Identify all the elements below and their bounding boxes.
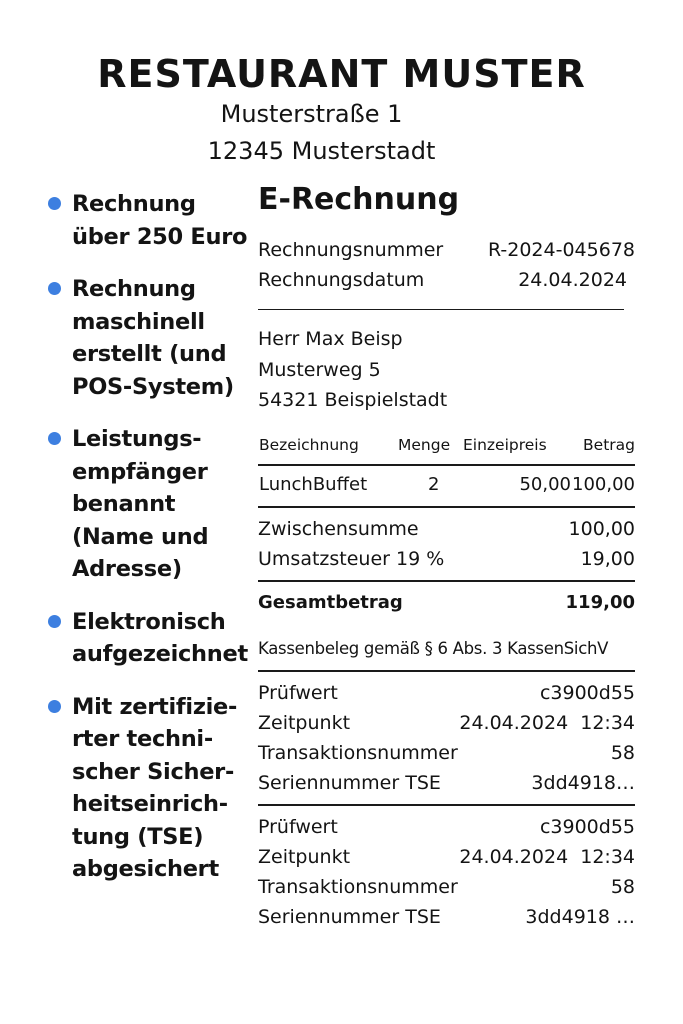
divider <box>258 506 635 508</box>
requirement-text: Rechnung über 250 Euro <box>72 191 248 250</box>
tse-check-label: Prüfwert <box>258 815 338 838</box>
col-unit-price-header: Einzeipreis <box>463 435 547 454</box>
invoice-heading: E-Rechnung <box>258 182 460 217</box>
bullet-dot-icon <box>48 700 61 713</box>
requirement-text: Mit zertifizie- rter techni- scher Sicher- heitseinrich- tung (TSE) abgesichert <box>72 693 238 882</box>
tse-time-value: 24.04.2024 12:34 <box>459 845 635 868</box>
tse-time-label: Zeitpunkt <box>258 845 351 868</box>
tax-value: 19,00 <box>580 547 635 570</box>
item-name: LunchBuffet <box>259 473 368 495</box>
tse-txn-row <box>258 738 635 768</box>
col-amount-header: Betrag <box>583 435 635 454</box>
items-table-header <box>258 430 635 460</box>
tse-serial-row <box>258 902 635 932</box>
total-row <box>258 588 635 618</box>
tse-time-row <box>258 842 635 872</box>
requirement-item <box>46 273 251 403</box>
restaurant-city: 12345 Musterstadt <box>207 137 436 165</box>
divider <box>258 309 624 310</box>
tse-time-value: 24.04.2024 12:34 <box>459 711 635 734</box>
subtotal-row <box>258 514 635 544</box>
tse-txn-label: Transaktionsnummer <box>258 741 458 764</box>
item-qty: 2 <box>428 473 440 495</box>
tse-check-row <box>258 678 635 708</box>
tse-check-row <box>258 812 635 842</box>
tse-time-row <box>258 708 635 738</box>
tse-serial-value: 3dd4918 … <box>525 905 635 928</box>
tse-txn-value: 58 <box>610 741 635 764</box>
requirement-text: Leistungs- empfänger benannt (Name und Adresse) <box>72 426 209 582</box>
subtotal-label: Zwischensumme <box>258 517 419 540</box>
col-name-header: Bezeichnung <box>259 435 359 454</box>
col-qty-header: Menge <box>398 435 451 454</box>
customer-city: 54321 Beispielstadt <box>258 389 448 411</box>
total-label: Gesamtbetrag <box>258 591 403 613</box>
invoice-number-row <box>258 235 635 265</box>
tse-txn-row <box>258 872 635 902</box>
bullet-dot-icon <box>48 282 61 295</box>
customer-name: Herr Max Beisp <box>258 328 403 350</box>
requirements-list <box>46 188 251 906</box>
divider <box>258 670 635 672</box>
tse-serial-label: Seriennummer TSE <box>258 771 441 794</box>
requirement-text: Elektronisch aufgezeichnet <box>72 608 248 667</box>
tse-block <box>258 812 635 932</box>
divider <box>258 580 635 582</box>
subtotal-value: 100,00 <box>568 517 635 540</box>
requirement-item <box>46 188 251 253</box>
restaurant-name: RESTAURANT MUSTER <box>97 52 586 96</box>
requirement-item <box>46 606 251 671</box>
tse-check-value: c3900d55 <box>539 815 635 838</box>
invoice-number-label: Rechnungsnummer <box>258 239 444 261</box>
customer-address <box>258 324 635 416</box>
tse-serial-value: 3dd4918… <box>531 771 635 794</box>
divider <box>258 464 635 466</box>
tse-serial-row <box>258 768 635 798</box>
bullet-dot-icon <box>48 432 61 445</box>
invoice-date-value: 24.04.2024 <box>518 269 627 291</box>
table-row <box>258 470 635 500</box>
item-amount: 100,00 <box>572 473 635 495</box>
requirement-text: Rechnung maschinell erstellt (und POS-System) <box>72 276 234 400</box>
tse-time-label: Zeitpunkt <box>258 711 351 734</box>
requirement-item <box>46 423 251 586</box>
invoice-date-row <box>258 265 635 295</box>
requirement-item <box>46 691 251 886</box>
tse-txn-value: 58 <box>610 875 635 898</box>
invoice-number-value: R-2024-045678 <box>487 239 635 261</box>
tse-serial-label: Seriennummer TSE <box>258 905 441 928</box>
tse-block <box>258 678 635 798</box>
tax-row <box>258 544 635 574</box>
tse-check-label: Prüfwert <box>258 681 338 704</box>
total-value: 119,00 <box>565 591 635 613</box>
bullet-dot-icon <box>48 197 61 210</box>
item-unit-price: 50,00 <box>519 473 571 495</box>
legal-note: Kassenbeleg gemäß § 6 Abs. 3 KassenSichV <box>258 638 609 658</box>
tse-check-value: c3900d55 <box>539 681 635 704</box>
bullet-dot-icon <box>48 615 61 628</box>
tse-txn-label: Transaktionsnummer <box>258 875 458 898</box>
tax-label: Umsatzsteuer 19 % <box>258 547 445 570</box>
customer-street: Musterweg 5 <box>258 358 381 381</box>
invoice-receipt <box>258 182 635 932</box>
invoice-date-label: Rechnungsdatum <box>258 269 425 291</box>
divider <box>258 804 635 806</box>
restaurant-street: Musterstraße 1 <box>220 100 403 128</box>
